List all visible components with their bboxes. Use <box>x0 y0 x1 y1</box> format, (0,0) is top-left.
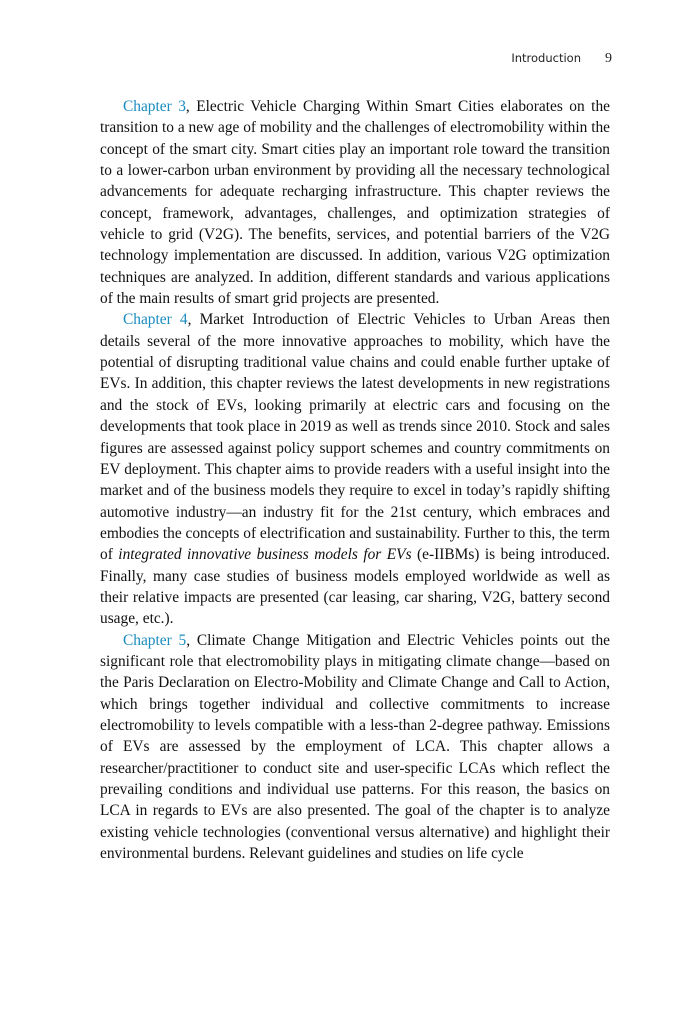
running-header <box>511 51 612 67</box>
chapter-5-link[interactable]: Chapter 5 <box>123 631 187 649</box>
italic-term: integrated innovative business models for EVs <box>118 546 412 564</box>
chapter-4-link[interactable]: Chapter 4 <box>123 311 188 329</box>
paragraph-text: , Market Introduction of Electric Vehicles to Urban Areas then details several of the more innovative approaches to mobility, which have the potential of disrupting traditional value chains and could enable further uptake of EVs. In addition, this chapter reviews the latest developments in new registrations and the stock of EVs, looking primarily at electric cars and focusing on the developments that took place in 2019 as well as trends since 2010. Stock and sales figures are assessed against policy support schemes and country commitments on EV deployment. This chapter aims to provide readers with a useful insight into the market and of the business models they require to excel in today’s rapidly shifting automotive industry—an industry fit for the 21st century, which embraces and embodies the concepts of electrification and sustainability. Further to this, the term of <box>100 311 610 564</box>
paragraph-text: (e-IIBMs) is being introduced. Finally, many case studies of business models employed worldwide as well as their relative impacts are presented (car leasing, car sharing, V2G, battery second usage, etc.). <box>100 546 610 628</box>
body-text <box>100 96 610 864</box>
chapter-3-link[interactable]: Chapter 3 <box>123 98 186 115</box>
paragraph-text: , Climate Change Mitigation and Electric Vehicles points out the significant role that electromobility plays in mitigating climate change—based on the Paris Declaration on Electro-Mobility and Climate Change and Call to Action, which brings together individual and collective commitments to increase electromobility to levels compatible with a less-than 2-degree pathway. Emissions of EVs are assessed by the employment of LCA. This chapter allows a researcher/practitioner to conduct site and user-specific LCAs which reflect the prevailing conditions and individual use patterns. For this reason, the basics on LCA in regards to EVs are also presented. The goal of the chapter is to analyze existing vehicle technologies (conventional versus alternative) and highlight their environmental burdens. Relevant guidelines and studies on life cycle <box>100 631 610 863</box>
paragraph-chapter-3 <box>100 96 610 309</box>
section-title: Introduction <box>511 51 581 65</box>
paragraph-text: , Electric Vehicle Charging Within Smart Cities elaborates on the transition to a new age of mobility and the challenges of electromobility within the concept of the smart city. Smart cities play an important role toward the transition to a lower-carbon urban environment by providing all the necessary technological advancements for adequate recharging infrastructure. This chapter reviews the concept, framework, advantages, challenges, and optimization strategies of vehicle to grid (V2G). The benefits, services, and potential barriers of the V2G technology implementation are discussed. In addition, various V2G optimization techniques are analyzed. In addition, different standards and various applications of the main results of smart grid projects are presented. <box>100 98 610 308</box>
page-number: 9 <box>605 51 612 66</box>
paragraph-chapter-4 <box>100 309 610 629</box>
paragraph-chapter-5 <box>100 630 610 865</box>
